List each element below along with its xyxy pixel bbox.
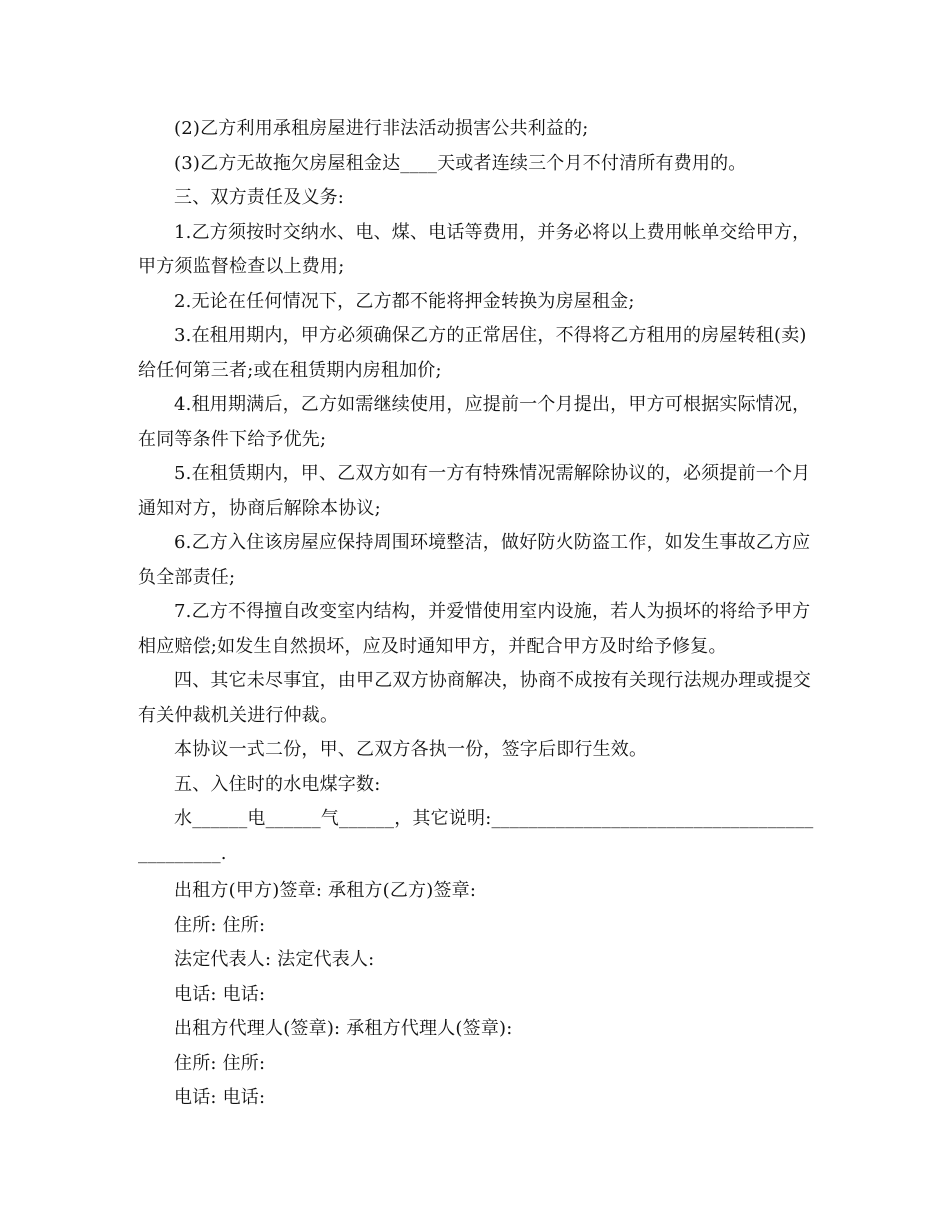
agreement-copies: 本协议一式二份，甲、乙双方各执一份，签字后即行生效。: [174, 739, 648, 760]
signature-legal-rep: 法定代表人: 法定代表人:: [174, 949, 375, 970]
section-heading-3: 三、双方责任及义务:: [174, 187, 345, 208]
document-page: [138, 112, 818, 1116]
signature-agent-phone: 电话: 电话:: [174, 1087, 266, 1108]
signature-address: 住所: 住所:: [174, 914, 266, 936]
clause-3: (3)乙方无故拖欠房屋租金达____天或者连续三个月不付清所有费用的。: [174, 152, 747, 174]
signature-parties: 出租方(甲方)签章: 承租方(乙方)签章:: [174, 880, 477, 901]
utility-readings: 水______电______气______，其它说明:____________________________________________.: [138, 808, 814, 864]
duty-1: 1.乙方须按时交纳水、电、煤、电话等费用，并务必将以上费用帐单交给甲方，甲方须监督检查以上费用;: [138, 221, 811, 277]
section-heading-4: 四、其它未尽事宜，由甲乙双方协商解决，协商不成按有关现行法规办理或提交有关仲裁机关进行仲裁。: [138, 670, 811, 726]
signature-agents: 出租方代理人(签章): 承租方代理人(签章):: [174, 1018, 513, 1039]
duty-6: 6.乙方入住该房屋应保持周围环境整洁，做好防火防盗工作，如发生事故乙方应负全部责任;: [138, 532, 811, 588]
duty-4: 4.租用期满后，乙方如需继续使用，应提前一个月提出，甲方可根据实际情况，在同等条件下给予优先;: [138, 394, 811, 450]
signature-phone: 电话: 电话:: [174, 983, 266, 1005]
clause-2: (2)乙方利用承租房屋进行非法活动损害公共利益的;: [174, 118, 589, 139]
duty-5: 5.在租赁期内，甲、乙双方如有一方有特殊情况需解除协议的，必须提前一个月通知对方，协商后解除本协议;: [138, 463, 811, 519]
duty-3: 3.在租用期内，甲方必须确保乙方的正常居住，不得将乙方租用的房屋转租(卖)给任何第三者;或在租赁期内房租加价;: [138, 325, 807, 381]
duty-2: 2.无论在任何情况下，乙方都不能将押金转换为房屋租金;: [174, 290, 635, 312]
signature-agent-address: 住所: 住所:: [174, 1052, 266, 1074]
duty-7: 7.乙方不得擅自改变室内结构，并爱惜使用室内设施，若人为损坏的将给予甲方相应赔偿;如发生自然损坏，应及时通知甲方，并配合甲方及时给予修复。: [138, 601, 811, 657]
section-heading-5: 五、入住时的水电煤字数:: [174, 773, 381, 795]
